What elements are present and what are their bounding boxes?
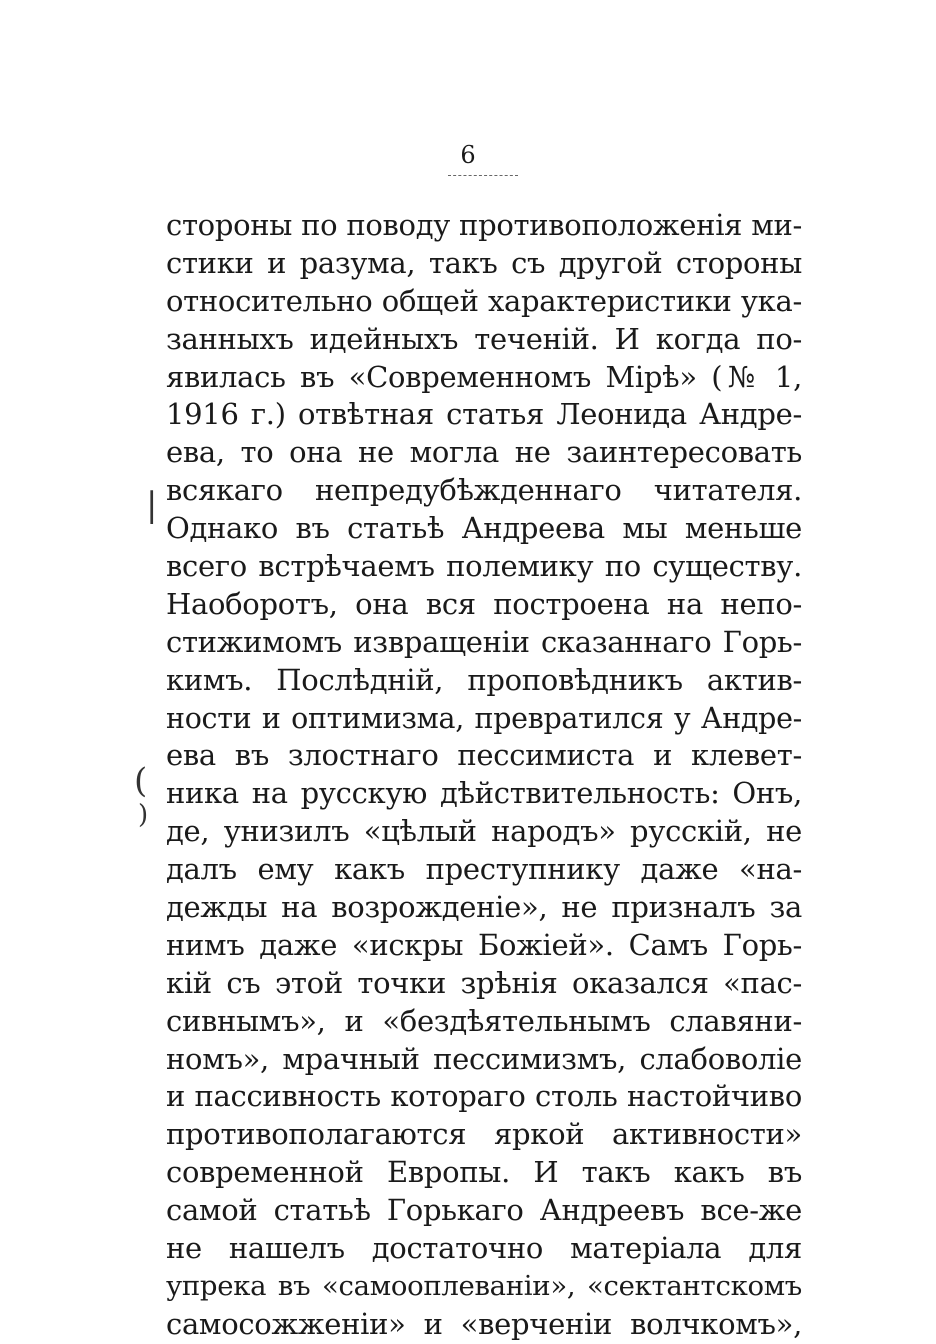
text-line: и пассивность котораго столь настойчиво [166,1079,802,1114]
text-line: стижимомъ извращеніи сказаннаго Горь- [166,624,802,659]
text-line: всякаго непредубѣжденнаго читателя. [166,473,802,508]
margin-line-mark: | [146,485,158,525]
text-line: не нашелъ достаточно матеріала для [166,1231,802,1266]
text-line: всего встрѣчаемъ полемику по существу. [166,549,802,584]
text-line: стороны по поводу противоположенія ми- [166,208,802,242]
text-line: номъ», мрачный пессимизмъ, слабоволіе [166,1041,802,1076]
text-line: кимъ. Послѣдній, проповѣдникъ актив- [166,662,802,697]
text-line: де, унизилъ «цѣлый народъ» русскій, не [166,814,802,849]
header-rule [448,175,518,176]
text-line: ева, то она не могла не заинтересовать [166,435,802,470]
text-line: современной Европы. И такъ какъ въ [166,1155,802,1190]
text-line: ника на русскую дѣйствительность: Онъ, [166,776,802,811]
text-line: нимъ даже «искры Божіей». Самъ Горь- [166,927,802,962]
text-line: занныхъ идейныхъ теченій. И когда по- [166,321,802,356]
text-line: явилась въ «Современномъ Мірѣ» (№ 1, [166,359,802,394]
margin-right-paren-mark: ) [138,800,149,830]
text-line: самосожженіи» и «верченіи волчкомъ», [166,1306,802,1341]
text-line: ева въ злостнаго пессимиста и клевет- [166,738,802,773]
margin-left-paren-mark: ( [134,761,148,801]
text-line: сивнымъ», и «бездѣятельнымъ славяни- [166,1003,802,1038]
text-line: дежды на возрожденіе», не призналъ за [166,890,802,925]
page-number: 6 [460,141,476,169]
text-line: Однако въ статьѣ Андреева мы меньше [166,511,802,546]
text-line: упрека въ «самооплеваніи», «сектантскомъ [166,1269,802,1302]
text-line: 1916 г.) отвѣтная статья Леонида Андре- [166,397,802,432]
text-line: самой статьѣ Горькаго Андреевъ все-же [166,1193,802,1228]
text-line: кій съ этой точки зрѣнія оказался «пас- [166,965,802,1000]
text-line: относительно общей характеристики ука- [166,283,802,318]
text-line: Наоборотъ, она вся построена на непо- [166,586,802,621]
text-line: далъ ему какъ преступнику даже «на- [166,852,802,887]
text-line: стики и разума, такъ съ другой стороны [166,245,802,280]
text-line: противополагаются яркой активности» [166,1117,802,1152]
text-line: ности и оптимизма, превратился у Андре- [166,701,802,735]
body-text [166,207,802,1344]
